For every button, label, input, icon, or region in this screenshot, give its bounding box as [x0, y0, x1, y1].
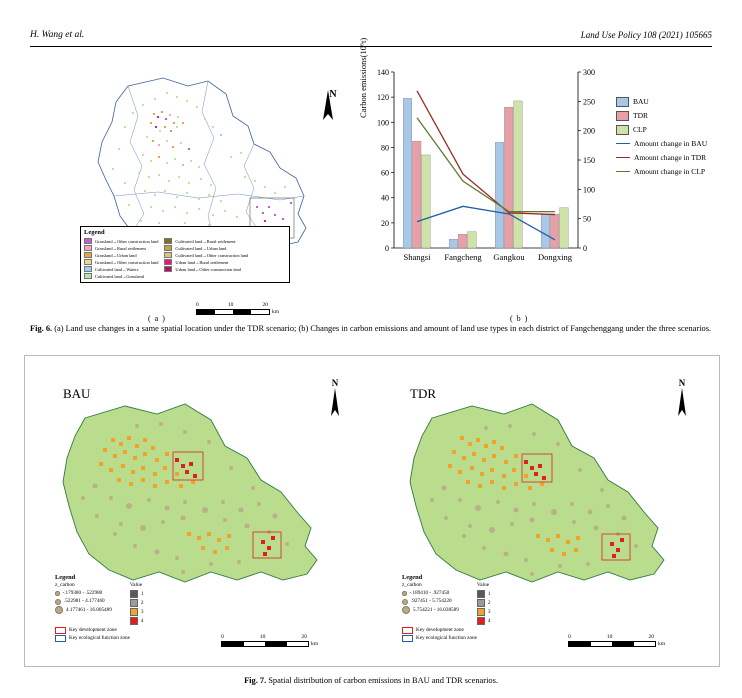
value-swatch-4 — [130, 617, 138, 625]
svg-text:300: 300 — [583, 68, 595, 77]
legend-item — [164, 252, 248, 258]
legend-label: Grassland→Rural settlement — [95, 245, 146, 251]
legend-label: Amount change in TDR — [634, 153, 707, 162]
legend-swatch-clp — [616, 125, 629, 135]
svg-text:120: 120 — [377, 93, 389, 103]
figure-7-caption-text: Spatial distribution of carbon emissions in BAU and TDR scenarios. — [266, 676, 498, 685]
legend-label: 4.177461 - 16.005489 — [66, 606, 112, 613]
legend-dot-large — [55, 606, 63, 614]
figure-7-caption — [30, 676, 712, 685]
north-arrow-a — [320, 90, 346, 138]
legend-item — [55, 606, 112, 614]
legend-item — [84, 238, 158, 244]
figure-6 — [30, 37, 712, 323]
legend-line-bau — [616, 143, 630, 144]
legend-swatch — [84, 259, 92, 265]
figure-6-caption-text: (a) Land use changes in a same spatial location under the TDR scenario; (b) Changes in carbon emissions and amount of land use types in each district of Fangchenggang under the three scenarios. — [52, 324, 712, 333]
figure-7-right-legend — [402, 574, 617, 642]
value-swatch-1 — [130, 590, 138, 598]
scale-bar-bau — [221, 634, 341, 647]
north-arrow-tdr — [671, 378, 693, 424]
scale-tick: 0 — [221, 634, 224, 640]
legend-dot-large — [402, 606, 410, 614]
map-tdr — [372, 376, 719, 606]
svg-text:20: 20 — [381, 218, 389, 228]
legend-dot-small — [55, 591, 60, 596]
legend-swatch — [84, 266, 92, 272]
chart-y-axis-label: Carbon emissions(10⁶t) — [358, 37, 368, 118]
legend-swatch — [164, 259, 172, 265]
north-label-tdr: N — [678, 378, 686, 388]
legend-item — [84, 259, 158, 265]
legend-values — [130, 582, 144, 626]
legend-label: Cultivated land→Grassland — [95, 273, 144, 279]
legend-item — [402, 590, 459, 597]
legend-item — [84, 273, 158, 279]
legend-column-1 — [84, 238, 158, 279]
legend-label: Grassland→Other construction land — [95, 238, 159, 244]
legend-item — [55, 598, 112, 605]
figure-7-left-panel — [25, 356, 372, 664]
figure-6a-legend — [80, 226, 290, 283]
legend-label: BAU — [633, 97, 649, 106]
zone-swatch-development — [402, 627, 413, 634]
figure-7-caption-label: Fig. 7. — [244, 676, 267, 685]
legend-item — [130, 599, 144, 607]
legend-item — [84, 245, 158, 251]
legend-label: .927451 - 5.754220 — [411, 598, 452, 604]
legend-label: 5.754221 - 16.038589 — [413, 606, 459, 613]
panel-a-label: ( a ) — [148, 314, 166, 323]
legend-label: 1 — [487, 590, 491, 597]
value-swatch-2 — [130, 599, 138, 607]
legend-entry — [616, 124, 712, 135]
value-swatch-1 — [477, 590, 485, 598]
legend-dot-small — [402, 591, 407, 596]
svg-text:0: 0 — [385, 244, 389, 253]
legend-label: 2 — [487, 599, 491, 606]
svg-text:0: 0 — [583, 244, 587, 253]
value-swatch-3 — [477, 608, 485, 616]
panel-title-tdr: TDR — [410, 386, 436, 401]
scale-tick: 10 — [606, 634, 613, 640]
north-arrow-glyph-tdr — [675, 388, 689, 420]
legend-item — [164, 238, 248, 244]
legend-zone-development — [402, 627, 617, 634]
running-head — [0, 30, 742, 44]
legend-swatch-bau — [616, 97, 629, 107]
svg-text:140: 140 — [377, 68, 389, 77]
scale-bar-graphic — [221, 641, 309, 647]
legend-label: Cultivated land→Other construction land — [175, 252, 249, 258]
legend-label: Urban land→Rural settlement — [175, 259, 229, 265]
figure-6-caption — [30, 323, 712, 335]
legend-label: -.189410 - .927450 — [409, 590, 450, 596]
north-label-a: N — [329, 89, 337, 100]
figure-6b-chart — [358, 37, 712, 308]
zone-swatch-ecological — [402, 635, 413, 642]
legend-entry — [616, 110, 712, 121]
legend-label: Key ecological function zone — [416, 635, 477, 641]
legend-label: CLP — [633, 125, 647, 134]
value-swatch-2 — [477, 599, 485, 607]
legend-item — [477, 599, 491, 607]
legend-label: 1 — [140, 590, 144, 597]
legend-label: Key development zone — [416, 627, 464, 633]
scale-bar-tdr — [568, 634, 688, 647]
legend-label: 4 — [487, 617, 491, 624]
panel-title-bau: BAU — [63, 386, 91, 401]
legend-label: Key development zone — [69, 627, 117, 633]
svg-text:150: 150 — [583, 156, 595, 165]
figure-6-caption-label: Fig. 6. — [30, 324, 53, 333]
legend-entry — [616, 96, 712, 107]
svg-text:Gangkou: Gangkou — [493, 252, 525, 262]
scale-bar-graphic — [568, 641, 656, 647]
map-bau — [25, 376, 372, 606]
legend-label: Cultivated land→Waters — [95, 266, 139, 272]
svg-text:40: 40 — [381, 193, 389, 203]
scale-tick: 0 — [568, 634, 571, 640]
running-head-authors: H. Wang et al. — [30, 30, 85, 40]
svg-text:Shangsi: Shangsi — [403, 252, 431, 262]
legend-item — [477, 590, 491, 598]
legend-title: Legend — [55, 574, 76, 581]
legend-label: 2 — [140, 599, 144, 606]
svg-text:100: 100 — [583, 185, 595, 195]
legend-classes — [55, 582, 112, 626]
legend-label: Amount change in CLP — [634, 167, 706, 176]
svg-text:Fangcheng: Fangcheng — [444, 252, 482, 262]
svg-text:100: 100 — [377, 118, 389, 128]
legend-subtitle: z_carbon — [402, 582, 422, 588]
zone-swatch-development — [55, 627, 66, 634]
svg-text:Dongxing: Dongxing — [538, 252, 572, 262]
figure-7-left-legend — [55, 574, 270, 642]
legend-title-a: Legend — [84, 229, 105, 236]
svg-text:250: 250 — [583, 97, 595, 107]
scale-unit: km — [311, 641, 319, 647]
running-head-journal: Land Use Policy 108 (2021) 105665 — [580, 30, 712, 40]
legend-swatch-tdr — [616, 111, 629, 121]
scale-tick: 20 — [262, 302, 268, 308]
legend-dot-medium — [402, 599, 408, 605]
legend-label: 3 — [487, 608, 491, 615]
legend-swatch — [84, 245, 92, 251]
chart-legend — [616, 96, 712, 180]
legend-swatch — [84, 273, 92, 279]
figure-7 — [24, 355, 720, 667]
zone-swatch-ecological — [55, 635, 66, 642]
legend-item — [84, 252, 158, 258]
legend-item — [402, 606, 459, 614]
figure-7-right-panel — [372, 356, 719, 664]
legend-item — [477, 608, 491, 616]
legend-label: Urban land→Other construction land — [175, 266, 241, 272]
legend-item — [164, 266, 248, 272]
legend-label: 4 — [140, 617, 144, 624]
svg-text:60: 60 — [381, 168, 389, 178]
legend-dot-medium — [55, 599, 61, 605]
legend-value-title: Value — [129, 582, 143, 588]
legend-label: TDR — [633, 111, 648, 120]
legend-swatch — [164, 245, 172, 251]
legend-label: Cultivated land→Rural settlement — [175, 238, 236, 244]
scale-tick: 20 — [648, 634, 654, 640]
legend-item — [402, 598, 459, 605]
scale-unit: km — [272, 309, 280, 315]
header-rule — [30, 46, 712, 47]
legend-swatch — [164, 252, 172, 258]
value-swatch-4 — [477, 617, 485, 625]
scale-tick: 10 — [227, 302, 234, 308]
north-arrow-glyph-bau — [328, 388, 342, 420]
legend-item — [164, 245, 248, 251]
legend-label: Grassland→Urban land — [95, 252, 137, 258]
svg-text:80: 80 — [381, 143, 389, 153]
scale-tick: 10 — [259, 634, 266, 640]
legend-label: Grassland→Other construction land — [95, 259, 159, 265]
svg-text:200: 200 — [583, 126, 595, 136]
legend-label: 3 — [140, 608, 144, 615]
scale-bar-graphic — [196, 309, 270, 315]
north-label-bau: N — [331, 378, 339, 388]
legend-label: Key ecological function zone — [69, 635, 130, 641]
legend-entry — [616, 152, 712, 163]
legend-entry — [616, 166, 712, 177]
legend-value-title: Value — [476, 582, 490, 588]
figure-6a-map — [58, 56, 348, 315]
svg-text:50: 50 — [583, 214, 591, 224]
scale-unit: km — [658, 641, 666, 647]
legend-line-tdr — [616, 157, 630, 158]
legend-label: Cultivated land→Urban land — [175, 245, 227, 251]
legend-column-2 — [164, 238, 248, 279]
legend-item — [164, 259, 248, 265]
legend-values — [477, 582, 491, 626]
legend-swatch — [164, 266, 172, 272]
legend-item — [55, 590, 112, 597]
scale-bar-a — [196, 302, 291, 315]
legend-item — [84, 266, 158, 272]
chart-canvas — [360, 58, 612, 308]
legend-label: .522981 - 4.177460 — [64, 598, 105, 604]
legend-title: Legend — [402, 574, 423, 581]
legend-item — [130, 608, 144, 616]
scale-tick: 0 — [196, 302, 199, 308]
scale-tick: 20 — [301, 634, 307, 640]
legend-swatch — [164, 238, 172, 244]
legend-item — [477, 617, 491, 625]
legend-swatch — [84, 252, 92, 258]
legend-line-clp — [616, 171, 630, 172]
legend-subtitle: z_carbon — [55, 582, 75, 588]
north-arrow-bau — [324, 378, 346, 424]
legend-swatch — [84, 238, 92, 244]
legend-entry — [616, 138, 712, 149]
panel-b-label: ( b ) — [510, 314, 529, 323]
legend-label: -.179380 - .522980 — [62, 590, 103, 596]
legend-item — [130, 590, 144, 598]
legend-classes — [402, 582, 459, 626]
legend-zone-development — [55, 627, 270, 634]
legend-label: Amount change in BAU — [634, 139, 708, 148]
legend-item — [130, 617, 144, 625]
value-swatch-3 — [130, 608, 138, 616]
